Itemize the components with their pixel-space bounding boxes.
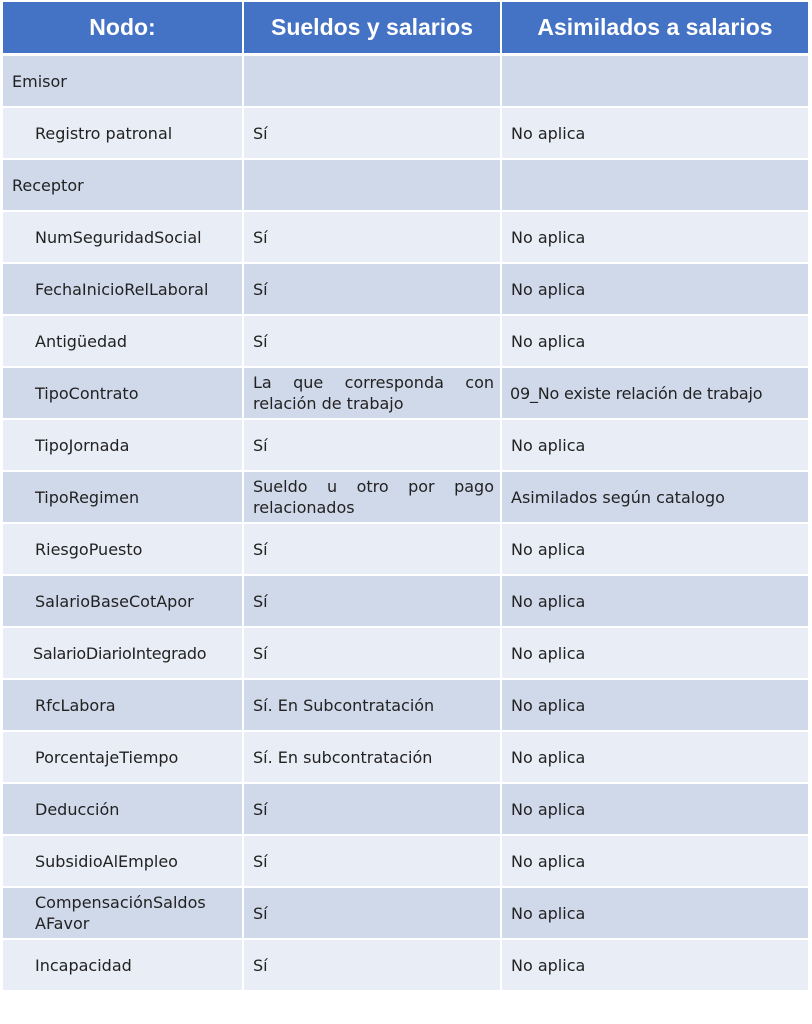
nodo-cell: Registro patronal <box>3 108 244 160</box>
nodo-cell: FechaInicioRelLaboral <box>3 264 244 316</box>
table-row <box>3 264 808 316</box>
table-row <box>3 888 808 940</box>
nodo-cell: RiesgoPuesto <box>3 524 244 576</box>
table-row <box>3 732 808 784</box>
table-row <box>3 784 808 836</box>
nodo-cell: SalarioBaseCotApor <box>3 576 244 628</box>
asimilados-cell: No aplica <box>502 940 808 992</box>
asimilados-cell: No aplica <box>502 888 808 940</box>
header-sueldos-y-salarios: Sueldos y salarios <box>244 2 502 56</box>
asimilados-cell <box>502 56 808 108</box>
nodo-cell: TipoJornada <box>3 420 244 472</box>
sueldos-cell: Sí <box>244 576 502 628</box>
asimilados-cell <box>502 160 808 212</box>
sueldos-cell <box>244 56 502 108</box>
sueldos-cell: Sí <box>244 108 502 160</box>
sueldos-cell: Sí <box>244 212 502 264</box>
asimilados-cell: Asimilados según catalogo <box>502 472 808 524</box>
sueldos-cell: Sí <box>244 836 502 888</box>
header-asimilados-a-salarios: Asimilados a salarios <box>502 2 808 56</box>
nodo-cell: Emisor <box>3 56 244 108</box>
nodo-cell: RfcLabora <box>3 680 244 732</box>
table-row <box>3 680 808 732</box>
nodo-cell: CompensaciónSaldos AFavor <box>3 888 244 940</box>
table-row-section-emisor <box>3 56 808 108</box>
nodo-cell: Incapacidad <box>3 940 244 992</box>
asimilados-cell: No aplica <box>502 108 808 160</box>
asimilados-cell: No aplica <box>502 576 808 628</box>
asimilados-cell: No aplica <box>502 784 808 836</box>
asimilados-cell: 09_No existe relación de trabajo <box>502 368 808 420</box>
table-row <box>3 108 808 160</box>
asimilados-cell: No aplica <box>502 420 808 472</box>
table-row-section-receptor <box>3 160 808 212</box>
asimilados-cell: No aplica <box>502 628 808 680</box>
sueldos-cell: Sueldo u otro por pago relacionados <box>244 472 502 524</box>
table-row <box>3 368 808 420</box>
table-row <box>3 836 808 888</box>
sueldos-cell: Sí <box>244 420 502 472</box>
nodo-cell: NumSeguridadSocial <box>3 212 244 264</box>
nodo-cell: Deducción <box>3 784 244 836</box>
sueldos-cell: Sí <box>244 784 502 836</box>
table-row <box>3 576 808 628</box>
asimilados-cell: No aplica <box>502 732 808 784</box>
table-row <box>3 940 808 992</box>
sueldos-cell <box>244 160 502 212</box>
sueldos-cell: Sí <box>244 264 502 316</box>
asimilados-cell: No aplica <box>502 836 808 888</box>
header-nodo: Nodo: <box>3 2 244 56</box>
table-row <box>3 212 808 264</box>
sueldos-cell: La que corresponda con relación de trabajo <box>244 368 502 420</box>
nodo-cell: TipoContrato <box>3 368 244 420</box>
table-row <box>3 524 808 576</box>
sueldos-cell: Sí. En Subcontratación <box>244 680 502 732</box>
sueldos-cell: Sí <box>244 316 502 368</box>
asimilados-cell: No aplica <box>502 316 808 368</box>
sueldos-cell: Sí <box>244 628 502 680</box>
table-row <box>3 316 808 368</box>
nomina-comparison-table <box>3 2 808 992</box>
asimilados-cell: No aplica <box>502 212 808 264</box>
nodo-cell: SubsidioAlEmpleo <box>3 836 244 888</box>
table-header-row <box>3 2 808 56</box>
table-row <box>3 628 808 680</box>
sueldos-cell: Sí. En subcontratación <box>244 732 502 784</box>
nodo-cell: TipoRegimen <box>3 472 244 524</box>
sueldos-cell: Sí <box>244 888 502 940</box>
nodo-cell: PorcentajeTiempo <box>3 732 244 784</box>
nodo-cell: Receptor <box>3 160 244 212</box>
table-row <box>3 472 808 524</box>
asimilados-cell: No aplica <box>502 680 808 732</box>
table-row <box>3 420 808 472</box>
asimilados-cell: No aplica <box>502 524 808 576</box>
sueldos-cell: Sí <box>244 940 502 992</box>
nodo-cell: SalarioDiarioIntegrado <box>3 628 244 680</box>
asimilados-cell: No aplica <box>502 264 808 316</box>
nodo-cell: Antigüedad <box>3 316 244 368</box>
sueldos-cell: Sí <box>244 524 502 576</box>
